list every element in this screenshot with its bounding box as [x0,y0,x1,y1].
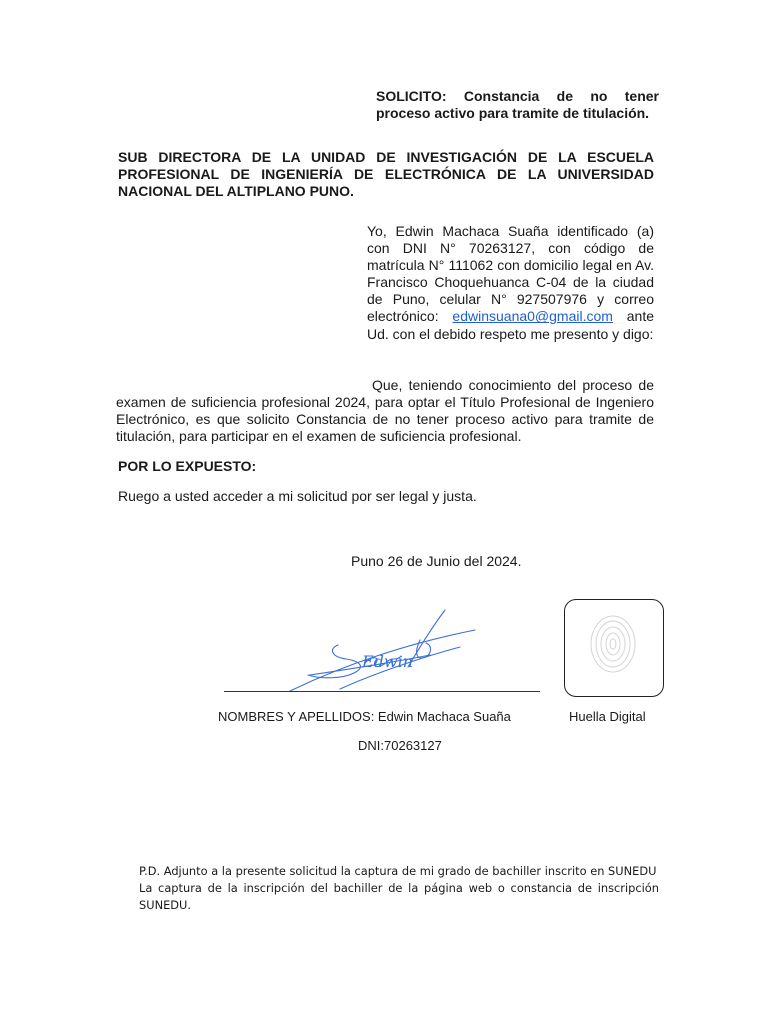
request-subject [376,88,659,121]
names-line: NOMBRES Y APELLIDOS: Edwin Machaca Suaña [218,709,511,724]
handwritten-signature [280,605,490,700]
intro-text-end: ante Ud. con el debido respeto me presento y digo: [367,308,655,342]
email-link[interactable]: edwinsuana0@gmail.com [452,308,613,325]
intro-text: Yo, Edwin Machaca Suaña identificado (a) con DNI N° 70263127, con código de matrícula N° 111062 con domicilio legal en Av. Francisco Choquehuanca C-04 de la ciudad de Puno, celular N° 927507976 y correo electrónico: [367,223,654,325]
postscript-line-1: P.D. Adjunto a la presente solicitud la captura de mi grado de bachiller inscrito en SUNEDU [139,864,657,878]
date-line: Puno 26 de Junio del 2024. [351,553,522,569]
postscript-line-2: La captura de la inscripción del bachiller de la página web o constancia de inscripción SUNEDU. [139,881,659,912]
request-label: SOLICITO: [376,88,447,104]
fingerprint-icon [565,600,662,695]
intro-paragraph [367,223,654,343]
fingerprint-box [564,599,664,697]
fingerprint-label: Huella Digital [569,709,646,724]
closing-text: Ruego a usted acceder a mi solicitud por ser legal y justa. [118,488,477,504]
dni-line: DNI:70263127 [358,738,442,753]
signature-line [224,691,540,692]
closing-heading: POR LO EXPUESTO: [118,458,257,474]
signature-text: Edwin [362,652,414,671]
addressee: SUB DIRECTORA DE LA UNIDAD DE INVESTIGACIÓN DE LA ESCUELA PROFESIONAL DE INGENIERÍA DE ELECTRÓNICA DE LA UNIVERSIDAD NACIONAL DEL ALTIPLANO PUNO. [118,149,654,199]
postscript [139,863,659,914]
request-text: Constancia de no tener proceso activo para tramite de titulación. [376,88,660,121]
body-paragraph: Que, teniendo conocimiento del proceso de examen de suficiencia profesional 2024, para optar el Título Profesional de Ingeniero Electrónico, es que solicito Constancia de no tener proceso activo para tramite de titulación, para participar en el examen de suficiencia profesional. [116,377,654,444]
